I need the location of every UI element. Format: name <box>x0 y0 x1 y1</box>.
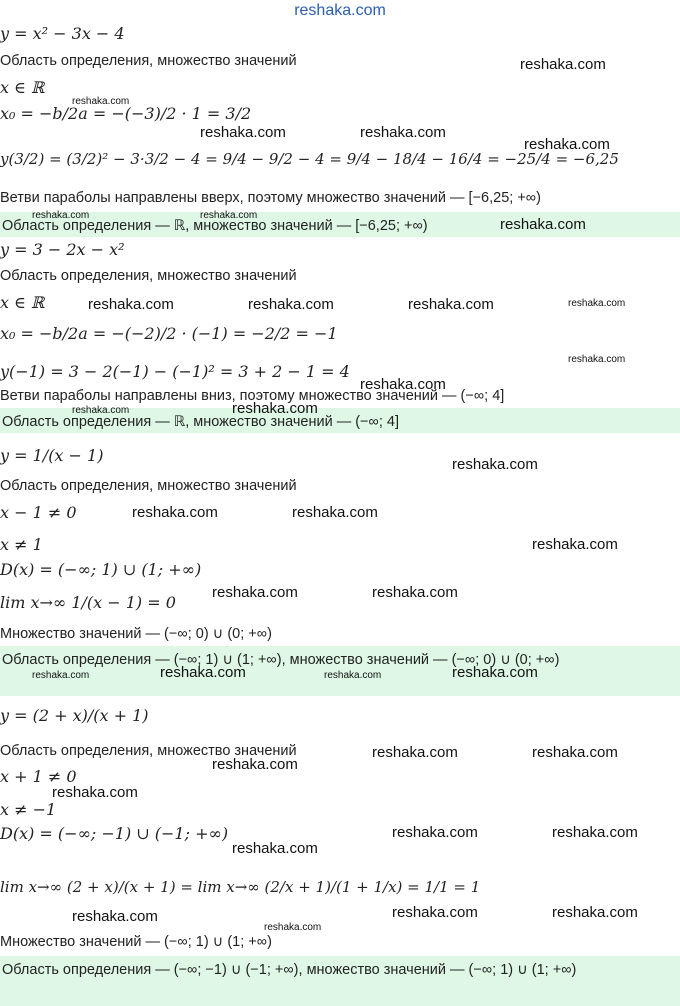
watermark: reshaka.com <box>568 298 626 309</box>
domain-range-heading-3: Область определения, множество значений <box>0 478 297 494</box>
function-4: y = (2 + x)/(x + 1) <box>0 706 149 725</box>
site-header: reshaka.com <box>294 2 386 19</box>
watermark: reshaka.com <box>360 376 446 393</box>
watermark: reshaka.com <box>532 744 618 761</box>
watermark: reshaka.com <box>408 296 494 313</box>
watermark: reshaka.com <box>200 124 286 141</box>
watermark: reshaka.com <box>232 840 318 857</box>
condition-3: x − 1 ≠ 0 <box>0 503 77 522</box>
domain-3: D(x) = (−∞; 1) ∪ (1; +∞) <box>0 560 202 579</box>
vertex-y-2: y(−1) = 3 − 2(−1) − (−1)² = 3 + 2 − 1 = 4 <box>0 362 350 381</box>
domain-range-heading-1: Область определения, множество значений <box>0 53 297 69</box>
watermark: reshaka.com <box>532 536 618 553</box>
domain-range-heading-2: Область определения, множество значений <box>0 268 297 284</box>
function-1: y = x² − 3x − 4 <box>0 24 125 43</box>
watermark: reshaka.com <box>552 904 638 921</box>
exclusion-4: x ≠ −1 <box>0 800 57 819</box>
answer-1-text: Область определения — ℝ, множество значений — [−6,25; +∞) <box>2 218 428 234</box>
vertex-x-1: x₀ = −b/2a = −(−3)/2 · 1 = 3/2 <box>0 104 252 123</box>
watermark: reshaka.com <box>372 744 458 761</box>
watermark: reshaka.com <box>32 670 90 681</box>
watermark: reshaka.com <box>232 400 318 417</box>
watermark: reshaka.com <box>132 504 218 521</box>
function-2: y = 3 − 2x − x² <box>0 240 125 259</box>
watermark: reshaka.com <box>500 216 586 233</box>
watermark: reshaka.com <box>160 664 246 681</box>
watermark: reshaka.com <box>248 296 334 313</box>
watermark: reshaka.com <box>212 584 298 601</box>
exclusion-3: x ≠ 1 <box>0 535 43 554</box>
watermark: reshaka.com <box>552 824 638 841</box>
domain-range-heading-4: Область определения, множество значений <box>0 743 297 759</box>
watermark: reshaka.com <box>568 354 626 365</box>
watermark: reshaka.com <box>452 456 538 473</box>
function-3: y = 1/(x − 1) <box>0 446 104 465</box>
watermark: reshaka.com <box>212 756 298 773</box>
watermark: reshaka.com <box>520 56 606 73</box>
answer-4-text: Область определения — (−∞; −1) ∪ (−1; +∞), множество значений — (−∞; 1) ∪ (1; +∞) <box>2 962 577 978</box>
watermark: reshaka.com <box>452 664 538 681</box>
watermark: reshaka.com <box>324 670 382 681</box>
watermark: reshaka.com <box>32 210 90 221</box>
branches-note-2: Ветви параболы направлены вниз, поэтому множество значений — (−∞; 4] <box>0 388 505 404</box>
limit-3: lim x→∞ 1/(x − 1) = 0 <box>0 593 176 612</box>
watermark: reshaka.com <box>72 96 130 107</box>
watermark: reshaka.com <box>360 124 446 141</box>
range-4: Множество значений — (−∞; 1) ∪ (1; +∞) <box>0 934 272 950</box>
condition-4: x + 1 ≠ 0 <box>0 767 77 786</box>
answer-4 <box>0 956 680 1006</box>
watermark: reshaka.com <box>392 824 478 841</box>
watermark: reshaka.com <box>72 405 130 416</box>
watermark: reshaka.com <box>88 296 174 313</box>
answer-3-text: Область определения — (−∞; 1) ∪ (1; +∞), множество значений — (−∞; 0) ∪ (0; +∞) <box>2 652 560 668</box>
limit-4: lim x→∞ (2 + x)/(x + 1) = lim x→∞ (2/x + 1)/(1 + 1/x) = 1/1 = 1 <box>0 878 481 896</box>
domain-1: x ∈ ℝ <box>0 78 45 97</box>
domain-4: D(x) = (−∞; −1) ∪ (−1; +∞) <box>0 824 229 843</box>
vertex-y-1: y(3/2) = (3/2)² − 3·3/2 − 4 = 9/4 − 9/2 − 4 = 9/4 − 18/4 − 16/4 = −25/4 = −6,25 <box>0 150 619 168</box>
vertex-x-2: x₀ = −b/2a = −(−2)/2 · (−1) = −2/2 = −1 <box>0 324 338 343</box>
watermark: reshaka.com <box>52 784 138 801</box>
watermark: reshaka.com <box>264 922 322 933</box>
watermark: reshaka.com <box>72 908 158 925</box>
watermark: reshaka.com <box>524 136 610 153</box>
watermark: reshaka.com <box>200 210 258 221</box>
branches-note-1: Ветви параболы направлены вверх, поэтому множество значений — [−6,25; +∞) <box>0 190 541 206</box>
answer-2-text: Область определения — ℝ, множество значений — (−∞; 4] <box>2 414 400 430</box>
watermark: reshaka.com <box>392 904 478 921</box>
domain-2: x ∈ ℝ <box>0 293 45 312</box>
watermark: reshaka.com <box>372 584 458 601</box>
watermark: reshaka.com <box>292 504 378 521</box>
range-3: Множество значений — (−∞; 0) ∪ (0; +∞) <box>0 626 272 642</box>
